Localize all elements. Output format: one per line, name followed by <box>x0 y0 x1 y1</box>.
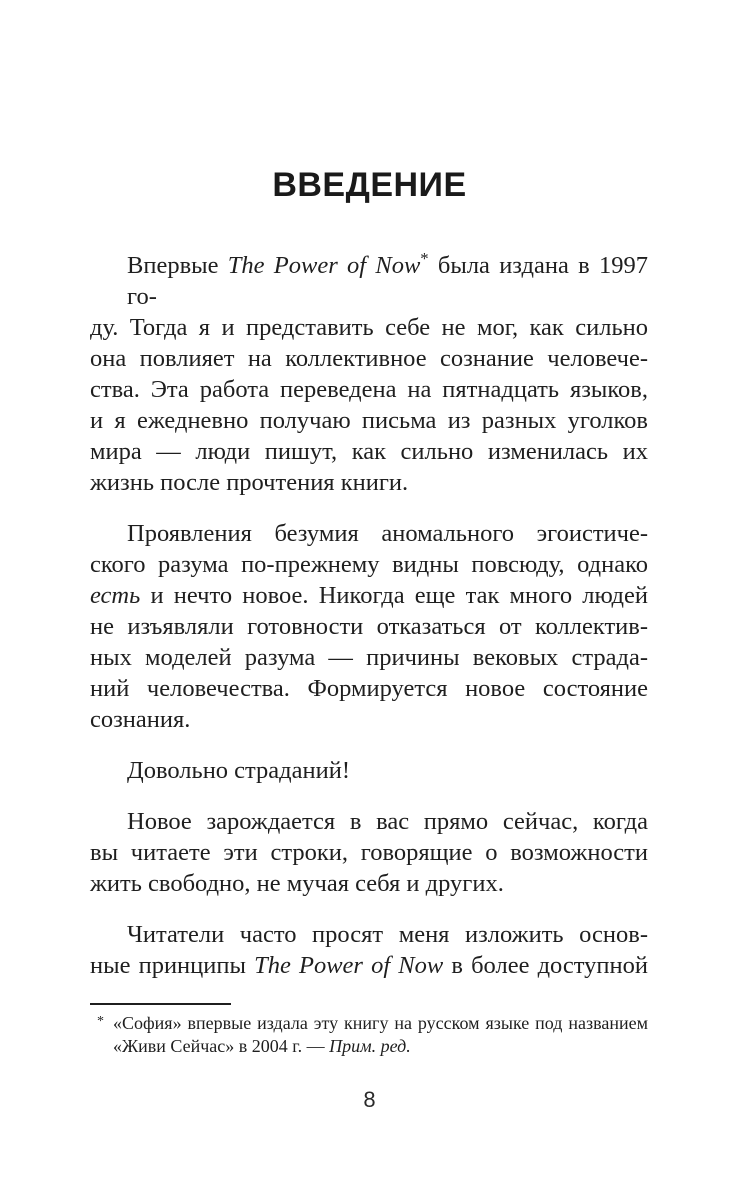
text-segment: ского разума по-прежнему видны повсюду, однако <box>90 551 648 578</box>
paragraph <box>90 806 648 899</box>
paragraph <box>90 919 648 981</box>
text-segment: ду. Тогда я и представить себе не мог, как сильно <box>90 314 648 341</box>
text-segment: Читатели часто просят меня изложить основ- <box>127 921 648 948</box>
text-line <box>90 950 648 981</box>
text-line <box>90 837 648 868</box>
text-line <box>90 374 648 405</box>
text-segment: она повлияет на коллективное сознание человече- <box>90 345 648 372</box>
paragraph <box>90 755 648 786</box>
text-line <box>90 868 648 899</box>
italic-text: The Power of Now <box>254 952 444 979</box>
body-text <box>90 250 648 981</box>
text-segment: вы читаете эти строки, говорящие о возможности <box>90 839 648 866</box>
footnote-lines <box>113 1012 648 1057</box>
text-line <box>90 518 648 549</box>
footnote-rule <box>90 1003 231 1005</box>
text-segment: ний человечества. Формируется новое состояние <box>90 675 648 702</box>
footnote-text <box>90 1012 648 1057</box>
text-segment: была издана в 1997 го- <box>127 252 648 310</box>
italic-text: есть <box>90 582 141 609</box>
text-line <box>113 1035 648 1058</box>
chapter-title: ВВЕДЕНИЕ <box>272 165 467 204</box>
text-segment: ные принципы <box>90 952 255 979</box>
text-segment: Впервые <box>127 252 228 279</box>
paragraph <box>90 250 648 498</box>
text-segment: сознания. <box>90 706 191 733</box>
italic-text: Прим. ред. <box>329 1035 411 1056</box>
text-line <box>113 1012 648 1035</box>
text-segment: в более доступной <box>443 952 648 979</box>
text-line <box>90 919 648 950</box>
text-segment: ства. Эта работа переведена на пятнадцать языков, <box>90 376 648 403</box>
footnote-marker: * <box>97 1014 104 1029</box>
text-segment: жизнь после прочтения книги. <box>90 469 409 496</box>
text-line <box>90 642 648 673</box>
text-line <box>90 806 648 837</box>
text-line <box>90 467 648 498</box>
text-line <box>90 343 648 374</box>
text-segment: ных моделей разума — причины вековых страда- <box>90 644 648 671</box>
text-line <box>90 436 648 467</box>
text-line <box>90 704 648 735</box>
footnote <box>90 1003 648 1057</box>
text-segment: не изъявляли готовности отказаться от коллектив- <box>90 613 648 640</box>
text-line <box>90 580 648 611</box>
text-line <box>90 312 648 343</box>
text-segment: Довольно страданий! <box>127 757 351 784</box>
text-line <box>90 549 648 580</box>
text-line <box>90 250 648 312</box>
text-segment: мира — люди пишут, как сильно изменилась их <box>90 438 648 465</box>
text-segment: Новое зарождается в вас прямо сейчас, когда <box>127 808 648 835</box>
text-segment: Проявления безумия аномального эгоистиче- <box>127 520 648 547</box>
text-line <box>90 405 648 436</box>
text-segment: жить свободно, не мучая себя и других. <box>90 870 504 897</box>
italic-text: The Power of Now <box>227 252 421 279</box>
text-line <box>90 755 648 786</box>
footnote-asterisk: * <box>420 248 429 268</box>
text-segment: и я ежедневно получаю письма из разных уголков <box>90 407 648 434</box>
paragraph <box>90 518 648 735</box>
text-segment: и нечто новое. Никогда еще так много людей <box>140 582 648 609</box>
text-segment: «Живи Сейчас» в 2004 г. — <box>113 1035 330 1056</box>
text-line <box>90 673 648 704</box>
page-number: 8 <box>363 1087 376 1112</box>
text-line <box>90 611 648 642</box>
text-segment: «София» впервые издала эту книгу на русском языке под названием <box>113 1013 648 1033</box>
